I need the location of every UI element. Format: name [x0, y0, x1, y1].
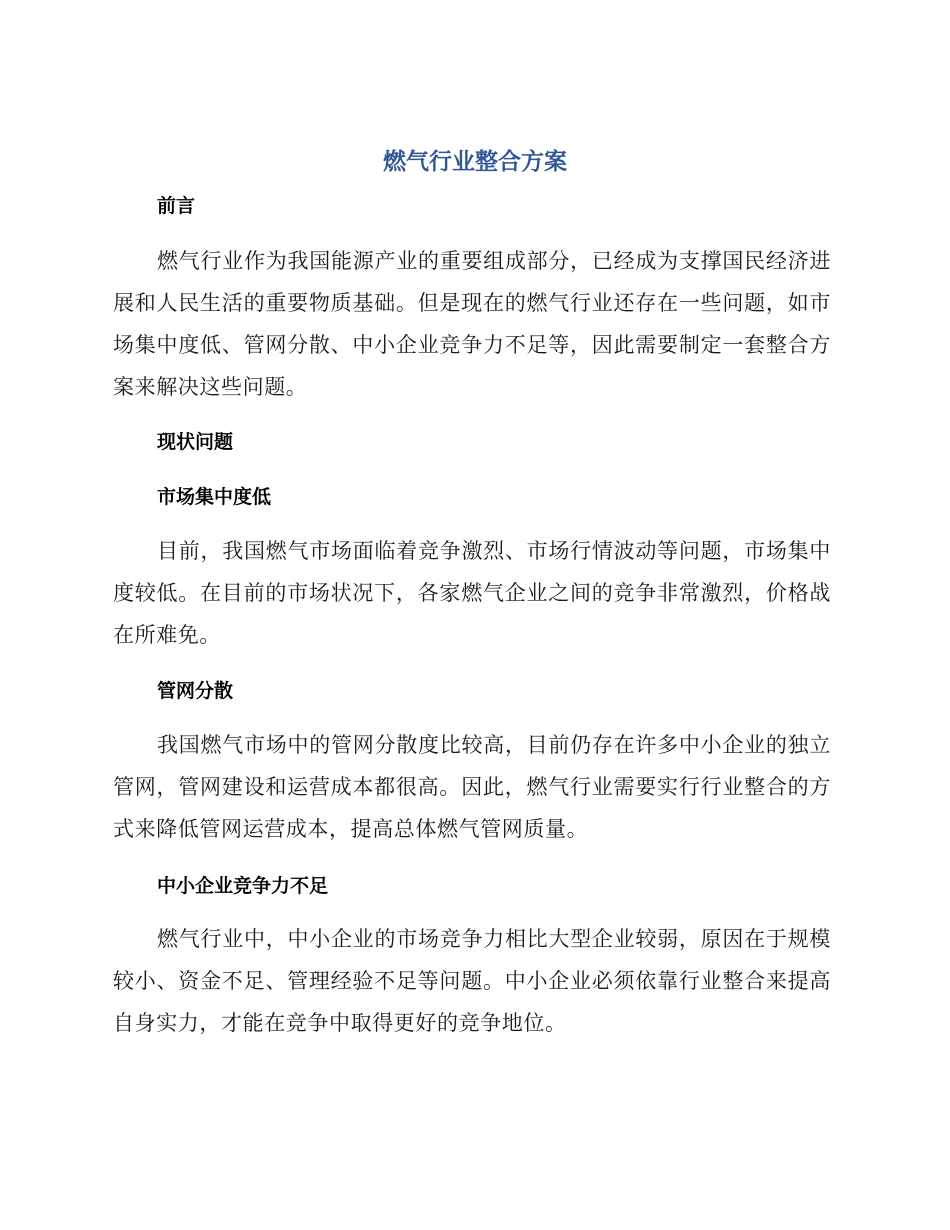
section-body-preface: 燃气行业作为我国能源产业的重要组成部分，已经成为支撑国民经济进展和人民生活的重要物质基础。但是现在的燃气行业还存在一些问题，如市场集中度低、管网分散、中小企业竞争力不足等，因此需要制定一套整合方案来解决这些问题。 — [113, 249, 831, 399]
section-heading-preface: 前言 — [157, 195, 196, 217]
section-heading-status: 现状问题 — [157, 431, 234, 453]
section-heading-sme: 中小企业竞争力不足 — [157, 875, 329, 897]
section-body-market-concentration: 目前，我国燃气市场面临着竞争激烈、市场行情波动等问题，市场集中度较低。在目前的市场状况下，各家燃气企业之间的竞争非常激烈，价格战在所难免。 — [113, 539, 831, 647]
section-heading-market-concentration: 市场集中度低 — [157, 486, 272, 508]
document-title: 燃气行业整合方案 — [383, 149, 567, 175]
section-body-pipeline: 我国燃气市场中的管网分散度比较高，目前仍存在许多中小企业的独立管网，管网建设和运营成本都很高。因此，燃气行业需要实行行业整合的方式来降低管网运营成本，提高总体燃气管网质量。 — [113, 733, 831, 841]
section-body-sme: 燃气行业中，中小企业的市场竞争力相比大型企业较弱，原因在于规模较小、资金不足、管理经验不足等问题。中小企业必须依靠行业整合来提高自身实力，才能在竞争中取得更好的竞争地位。 — [113, 927, 831, 1035]
section-heading-pipeline: 管网分散 — [157, 680, 234, 702]
